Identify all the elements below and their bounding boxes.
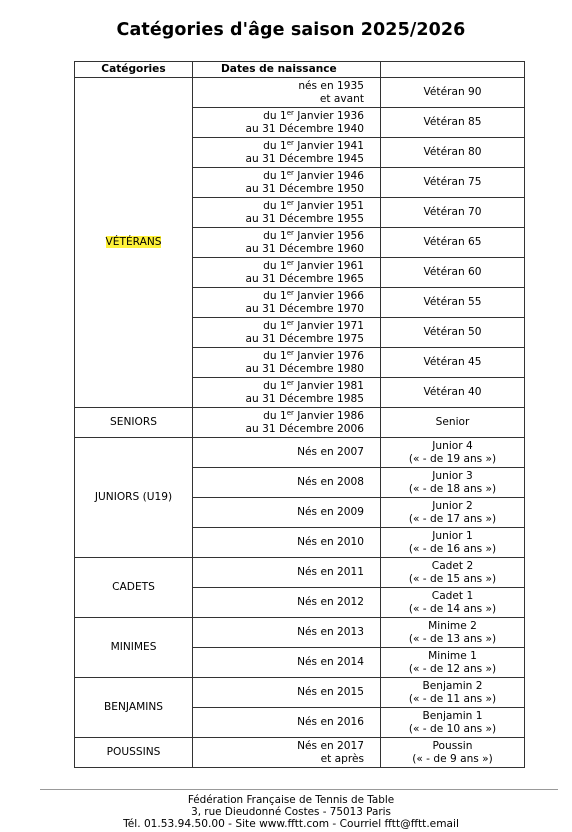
range-end: au 31 Décembre 1945 (245, 152, 364, 165)
age-label-line: Cadet 2 (431, 560, 474, 572)
birth-dates-cell (193, 288, 381, 318)
age-label-line: (« - de 15 ans ») (408, 572, 497, 585)
category-cell (75, 558, 193, 618)
range-end: au 31 Décembre 1985 (245, 392, 364, 405)
range-start: du 1er Janvier 1941 (263, 139, 364, 152)
footer-organization: Fédération Française de Tennis de Table (187, 794, 395, 806)
birth-dates-cell (193, 378, 381, 408)
birth-dates-line: Nés en 2007 (297, 446, 364, 459)
birth-dates-cell (193, 468, 381, 498)
birth-dates-cell (193, 258, 381, 288)
age-label-cell (381, 78, 525, 108)
age-label-line: Minime 1 (428, 650, 477, 662)
header-label (381, 62, 525, 78)
footer-contact: Tél. 01.53.94.50.00 - Site www.fftt.com - Courriel fftt@fftt.email (123, 818, 459, 830)
birth-dates-cell (193, 738, 381, 768)
age-label-line: Vétéran 45 (423, 356, 482, 369)
birth-dates-cell (193, 558, 381, 588)
age-label-cell (381, 288, 525, 318)
age-label-cell (381, 378, 525, 408)
page-title: Catégories d'âge saison 2025/2026 (116, 20, 466, 40)
age-label-line: Vétéran 75 (423, 176, 482, 189)
to-year: 1985 (337, 392, 364, 405)
category-cell (75, 438, 193, 558)
birth-dates-line: Nés en 2017 (297, 740, 364, 752)
age-label-cell (381, 498, 525, 528)
range-start: du 1er Janvier 1986 (263, 409, 364, 422)
from-year: 1966 (337, 290, 364, 302)
category-cell (75, 408, 193, 438)
header-categories: Catégories (75, 62, 193, 78)
age-label-line: (« - de 10 ans ») (408, 722, 497, 735)
birth-dates-cell (193, 348, 381, 378)
birth-dates-line: Nés en 2010 (297, 536, 364, 549)
table-row (75, 738, 525, 768)
category-name: SENIORS (110, 416, 157, 429)
age-label-cell (381, 678, 525, 708)
age-label-cell (381, 558, 525, 588)
table-row (75, 678, 525, 708)
from-year: 1956 (337, 230, 364, 242)
from-year: 1936 (337, 110, 364, 122)
birth-dates-line: Nés en 2008 (297, 476, 364, 489)
age-label-line: (« - de 17 ans ») (408, 512, 497, 525)
to-year: 1955 (337, 212, 364, 225)
from-year: 1941 (337, 140, 364, 152)
birth-dates-cell (193, 708, 381, 738)
range-start: du 1er Janvier 1946 (263, 169, 364, 182)
range-start: du 1er Janvier 1961 (263, 259, 364, 272)
birth-dates-line: Nés en 2013 (297, 626, 364, 639)
age-label-line: Senior (435, 416, 470, 429)
to-year: 1940 (337, 122, 364, 135)
to-year: 1970 (337, 302, 364, 315)
birth-dates-cell (193, 318, 381, 348)
birth-dates-cell (193, 588, 381, 618)
range-start: du 1er Janvier 1956 (263, 229, 364, 242)
age-label-line: Vétéran 50 (423, 326, 482, 339)
range-start: du 1er Janvier 1951 (263, 199, 364, 212)
birth-dates-cell (193, 228, 381, 258)
from-year: 1951 (337, 200, 364, 212)
age-label-line: Vétéran 65 (423, 236, 482, 249)
age-label-line: (« - de 19 ans ») (408, 452, 497, 465)
birth-dates-cell (193, 138, 381, 168)
age-label-cell (381, 708, 525, 738)
table-row (75, 438, 525, 468)
age-label-line: (« - de 9 ans ») (412, 752, 493, 765)
birth-dates-line: Nés en 2015 (297, 686, 364, 699)
birth-dates-line: et avant (319, 92, 364, 105)
birth-dates-cell (193, 678, 381, 708)
table-row (75, 408, 525, 438)
birth-dates-line: Nés en 2012 (297, 596, 364, 609)
to-year: 1960 (337, 242, 364, 255)
age-label-line: (« - de 16 ans ») (408, 542, 497, 555)
to-year: 1965 (337, 272, 364, 285)
age-label-cell (381, 198, 525, 228)
age-label-line: Junior 1 (432, 530, 473, 542)
age-label-cell (381, 588, 525, 618)
from-year: 1976 (337, 350, 364, 362)
range-end: au 31 Décembre 1980 (245, 362, 364, 375)
age-label-line: Vétéran 90 (423, 86, 482, 99)
birth-dates-cell (193, 408, 381, 438)
birth-dates-cell (193, 108, 381, 138)
table-row (75, 558, 525, 588)
footer (0, 794, 572, 830)
range-end: au 31 Décembre 1940 (245, 122, 364, 135)
age-label-cell (381, 618, 525, 648)
birth-dates-cell (193, 618, 381, 648)
header-birth-dates: Dates de naissance (193, 62, 381, 78)
age-label-line: (« - de 13 ans ») (408, 632, 497, 645)
birth-dates-cell (193, 528, 381, 558)
age-label-line: (« - de 14 ans ») (408, 602, 497, 615)
age-label-line: Junior 4 (432, 440, 473, 452)
category-cell (75, 678, 193, 738)
range-start: du 1er Janvier 1971 (263, 319, 364, 332)
range-end: au 31 Décembre 2006 (245, 422, 364, 435)
age-label-cell (381, 438, 525, 468)
to-year: 1950 (337, 182, 364, 195)
birth-dates-cell (193, 168, 381, 198)
age-label-line: Benjamin 2 (422, 680, 483, 692)
age-label-cell (381, 108, 525, 138)
from-year: 1946 (337, 170, 364, 182)
age-label-cell (381, 258, 525, 288)
age-label-line: Junior 3 (432, 470, 473, 482)
birth-dates-line: Nés en 2011 (297, 566, 364, 579)
range-end: au 31 Décembre 1955 (245, 212, 364, 225)
range-end: au 31 Décembre 1970 (245, 302, 364, 315)
birth-dates-line: et après (320, 752, 364, 765)
from-year: 1961 (337, 260, 364, 272)
birth-dates-cell (193, 438, 381, 468)
age-label-cell (381, 168, 525, 198)
age-label-cell (381, 528, 525, 558)
category-name: VÉTÉRANS (105, 236, 162, 249)
footer-divider (40, 789, 558, 790)
age-label-line: Vétéran 80 (423, 146, 482, 159)
age-label-line: Minime 2 (428, 620, 477, 632)
from-year: 1986 (337, 410, 364, 422)
to-year: 1980 (337, 362, 364, 375)
age-label-cell (381, 318, 525, 348)
category-cell (75, 618, 193, 678)
age-label-cell (381, 648, 525, 678)
category-name: CADETS (112, 581, 155, 594)
range-start: du 1er Janvier 1936 (263, 109, 364, 122)
age-label-cell (381, 348, 525, 378)
category-cell (75, 738, 193, 768)
age-label-cell (381, 408, 525, 438)
age-label-cell (381, 738, 525, 768)
birth-dates-line: Nés en 2014 (297, 656, 364, 669)
age-label-line: Poussin (432, 740, 473, 752)
range-start: du 1er Janvier 1976 (263, 349, 364, 362)
birth-dates-line: nés en 1935 (298, 80, 364, 92)
category-name: JUNIORS (U19) (94, 491, 173, 504)
age-label-line: Vétéran 55 (423, 296, 482, 309)
age-label-line: Vétéran 70 (423, 206, 482, 219)
age-label-line: (« - de 12 ans ») (408, 662, 497, 675)
age-label-line: Benjamin 1 (422, 710, 483, 722)
age-label-line: (« - de 11 ans ») (408, 692, 497, 705)
birth-dates-line: Nés en 2009 (297, 506, 364, 519)
table-header-row (75, 62, 525, 78)
range-end: au 31 Décembre 1965 (245, 272, 364, 285)
category-name: BENJAMINS (104, 701, 163, 714)
age-label-cell (381, 468, 525, 498)
table-row (75, 78, 525, 108)
to-year: 1975 (337, 332, 364, 345)
birth-dates-cell (193, 198, 381, 228)
age-label-line: (« - de 18 ans ») (408, 482, 497, 495)
age-label-line: Cadet 1 (431, 590, 474, 602)
range-start: du 1er Janvier 1981 (263, 379, 364, 392)
age-label-cell (381, 228, 525, 258)
category-cell (75, 78, 193, 408)
range-end: au 31 Décembre 1950 (245, 182, 364, 195)
range-end: au 31 Décembre 1960 (245, 242, 364, 255)
age-label-cell (381, 138, 525, 168)
from-year: 1971 (337, 320, 364, 332)
birth-dates-line: Nés en 2016 (297, 716, 364, 729)
age-categories-table (74, 61, 525, 768)
table-row (75, 618, 525, 648)
age-label-line: Vétéran 60 (423, 266, 482, 279)
birth-dates-cell (193, 78, 381, 108)
range-end: au 31 Décembre 1975 (245, 332, 364, 345)
category-name: POUSSINS (106, 746, 161, 759)
to-year: 2006 (337, 422, 364, 435)
age-label-line: Vétéran 40 (423, 386, 482, 399)
from-year: 1981 (337, 380, 364, 392)
category-name: MINIMES (110, 641, 157, 654)
age-label-line: Vétéran 85 (423, 116, 482, 129)
birth-dates-cell (193, 648, 381, 678)
birth-dates-cell (193, 498, 381, 528)
age-label-line: Junior 2 (432, 500, 473, 512)
table-body (75, 78, 525, 768)
to-year: 1945 (337, 152, 364, 165)
footer-address: 3, rue Dieudonné Costes - 75013 Paris (191, 806, 391, 818)
range-start: du 1er Janvier 1966 (263, 289, 364, 302)
